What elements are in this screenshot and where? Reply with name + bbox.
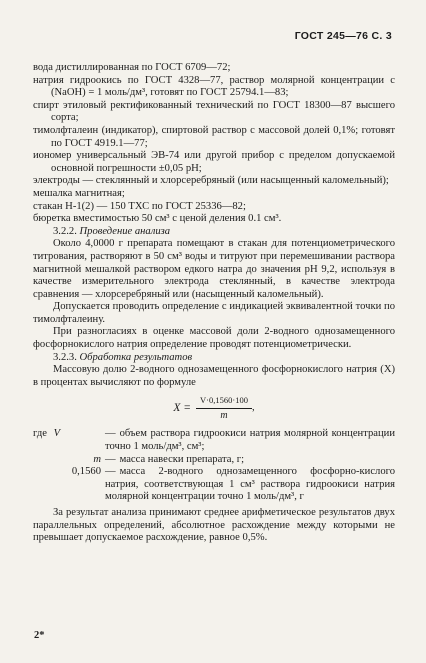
formula [33,393,395,423]
formula-terminator: , [251,402,255,414]
equipment-ionomer: иономер универсальный ЭВ-74 или другой прибор с пределом допускаемой основной погрешности ±0,05 pH; [33,150,395,174]
formula-intro-paragraph: Массовую долю 2-водного однозамещенного фосфорнокислого натрия (X) в процентах вычисляют по формуле [33,364,395,388]
reagent-thymolphthalein: тимолфталеин (индикатор), спиртовой раствор с массовой долей 0,1%; готовят по ГОСТ 4919.1—77; [33,124,395,149]
page-mark: 2* [34,630,45,641]
definition-text [105,454,395,467]
formula-fraction [196,394,252,422]
document-body [33,62,395,545]
section-number: 3.2.2. [53,225,77,237]
section-number: 3.2.3. [53,351,77,363]
definition-row [33,428,395,453]
section-3-2-3-heading [33,352,395,365]
definition-symbol-cell [33,454,105,467]
definition-dash: — [105,466,116,478]
equipment-electrodes: электроды — стеклянный и хлорсеребряный (или насыщенный каломельный); [33,175,389,187]
variable-definitions [33,428,395,504]
definition-description: масса навески препарата, г; [119,453,245,465]
definition-text [105,428,395,453]
dispute-paragraph: При разногласиях в оценке массовой доли 2-водного однозамещенного фосфорнокислого натрия определение проводят потенциометрически. [33,326,395,351]
definition-symbol: m [93,453,101,465]
reagent-naoh: натрия гидроокись по ГОСТ 4328—77, раствор молярной концентрации с (NaOH) = 1 моль/дм³, готовят по ГОСТ 25794.1—83; [33,74,395,99]
equipment-beaker: стакан Н-1(2) — 150 ТХС по ГОСТ 25336—82; [33,200,246,212]
definition-symbol-cell [33,428,105,453]
definition-text [105,466,395,504]
running-header: ГОСТ 245—76 С. 3 [294,30,392,42]
definition-dash: — [105,428,116,440]
definition-dash: — [105,453,116,465]
section-title: Проведение анализа [79,225,171,237]
definition-row [33,454,395,467]
definition-description: объем раствора гидроокиси натрия молярной концентрации точно 1 моль/дм³, см³; [105,428,395,453]
where-word: где [33,428,47,440]
result-paragraph: За результат анализа принимают среднее арифметическое результатов двух параллельных определений, абсолютное расхождение между которыми не превышает допускаемое расхождение, равное 0,5%. [33,507,395,544]
reagent-water: вода дистиллированная по ГОСТ 6709—72; [33,62,231,73]
section-title: Обработка результатов [79,351,193,363]
definition-symbol: V [53,428,61,440]
section-3-2-2-heading [33,226,395,239]
equipment-stirrer: мешалка магнитная; [33,187,125,199]
indicator-paragraph: Допускается проводить определение с индикацией эквивалентной точки по тимолфталеину. [33,301,395,325]
reagent-ethanol: спирт этиловый ректификованный технический по ГОСТ 18300—87 высшего сорта; [33,99,395,124]
definition-symbol: 0,1560 [71,466,101,478]
definition-description: масса 2-водного однозамещенного фосфорно-кислого натрия, соответствующая 1 см³ раствора гидроокиси натрия молярной концентрации точно 1 моль/дм³, г [105,466,395,503]
definition-symbol-cell [33,466,105,504]
equipment-burette: бюретка вместимостью 50 см³ с ценой деления 0.1 см³. [33,213,282,225]
formula-lhs: X = [173,402,192,415]
formula-numerator: V·0,1560·100 [196,394,252,409]
formula-denominator: m [220,409,228,421]
definition-row [33,466,395,504]
procedure-paragraph: Около 4,0000 г препарата помещают в стакан для потенциометрического титрования, растворяют в 50 см³ воды и титруют при перемешивании раствора магнитной мешалкой раствором едкого натра до значения pH 9,2, используя в качестве измерительного электрода стеклянный, в качестве электрода сравнения — хлорсеребряный или (насыщенный каломельный). [33,238,395,300]
